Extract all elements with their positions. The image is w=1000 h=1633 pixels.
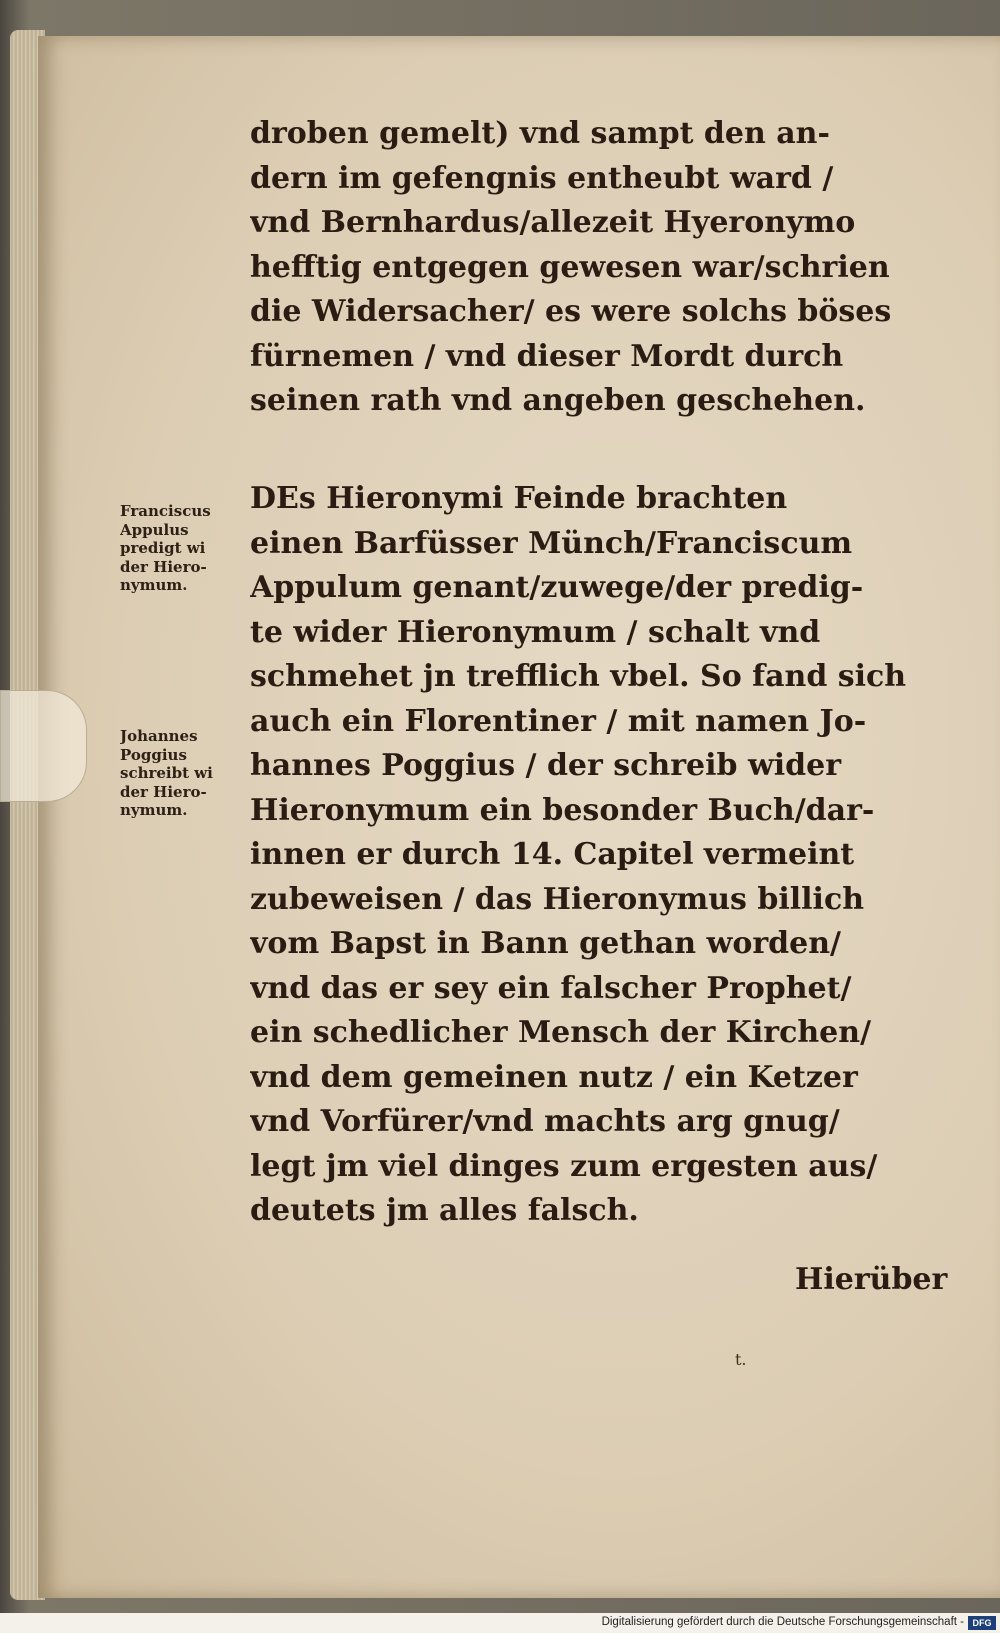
margin-line: der Hiero- xyxy=(120,782,207,801)
margin-line: nymum. xyxy=(120,801,188,819)
text-line: auch ein Florentiner / mit namen Jo- xyxy=(250,703,867,739)
margin-line: nymum. xyxy=(120,576,188,594)
text-line: schmehet jn trefflich vbel. So fand sich xyxy=(250,659,907,694)
footer-bar xyxy=(0,1613,1000,1633)
margin-line: Poggius xyxy=(120,745,187,764)
text-line: vnd Vorfürer/vnd machts arg gnug/ xyxy=(250,1104,840,1139)
text-line: innen er durch 14. Capitel vermeint xyxy=(250,837,855,872)
text-line: droben gemelt) vnd sampt den an- xyxy=(250,116,830,151)
paragraph-2 xyxy=(250,477,950,1234)
margin-note-poggius xyxy=(120,727,250,820)
footer-credit: Digitalisierung gefördert durch die Deutsche Forschungsgemeinschaft - xyxy=(601,1616,964,1628)
text-line: Hieronymum ein besonder Buch/dar- xyxy=(250,792,875,828)
text-line: vom Bapst in Bann gethan worden/ xyxy=(250,926,842,961)
text-line: hefftig entgegen gewesen war/schrien xyxy=(250,249,890,285)
margin-line: Franciscus xyxy=(120,502,211,520)
text-line: zubeweisen / das Hieronymus billich xyxy=(250,881,865,917)
signature-mark: t. xyxy=(735,1350,747,1369)
text-line: vnd Bernhardus/allezeit Hyeronymo xyxy=(250,205,856,240)
text-line: die Widersacher/ es were solchs böses xyxy=(250,294,892,329)
text-line: dern im gefengnis entheubt ward / xyxy=(250,160,834,196)
margin-line: der Hiero- xyxy=(120,557,207,576)
text-line: te wider Hieronymum / schalt vnd xyxy=(250,614,821,650)
text-line: Appulum genant/zuwege/der predig- xyxy=(250,570,864,605)
text-line: legt jm viel dinges zum ergesten aus/ xyxy=(250,1148,878,1184)
margin-line: Johannes xyxy=(120,727,198,745)
text-line: hannes Poggius / der schreib wider xyxy=(250,748,842,783)
text-line: DEs Hieronymi Feinde brachten xyxy=(250,481,788,516)
bookmark-tab xyxy=(0,690,87,802)
text-line: deutets jm alles falsch. xyxy=(250,1193,639,1228)
text-line: fürnemen / vnd dieser Mordt durch xyxy=(250,338,844,374)
paragraph-1 xyxy=(250,112,950,424)
text-line: seinen rath vnd angeben geschehen. xyxy=(250,383,866,418)
text-line: vnd dem gemeinen nutz / ein Ketzer xyxy=(250,1059,858,1095)
text-line: vnd das er sey ein falscher Prophet/ xyxy=(250,970,852,1006)
catchword: Hierüber xyxy=(795,1262,948,1297)
margin-note-franciscus xyxy=(120,502,250,595)
margin-line: predigt wi xyxy=(120,539,206,557)
margin-line: Appulus xyxy=(120,520,189,539)
text-line: einen Barfüsser Münch/Franciscum xyxy=(250,525,853,561)
text-line: ein schedlicher Mensch der Kirchen/ xyxy=(250,1015,872,1050)
margin-line: schreibt wi xyxy=(120,764,213,782)
dfg-logo-icon: DFG xyxy=(968,1616,996,1630)
